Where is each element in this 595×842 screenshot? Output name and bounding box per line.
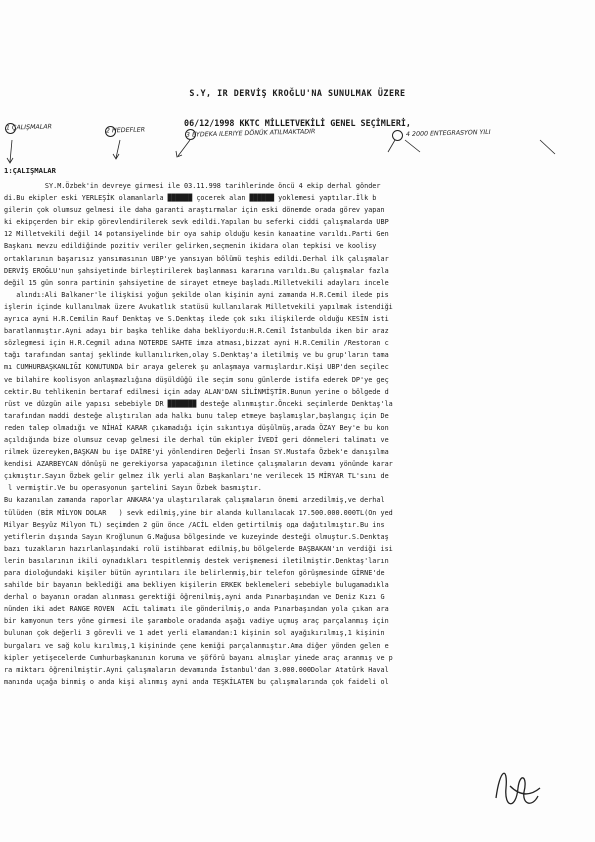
document-subtitle: 06/12/1998 KKTC MİLLETVEKİLİ GENEL SEÇİMLERİ, — [184, 118, 411, 128]
body-line: nünden iki adet RANGE ROVEN ACİL talimatı ile gönderilmiş,o anda Pınarbaşından yola çıkan ara — [4, 605, 389, 614]
body-line: Milyar Beşyüz Milyon TL) seçimden 2 gün önce /ACİL elden getirtilmiş ода dağıtılmıştır.Bu ins — [4, 520, 385, 529]
body-line: çıkmıştır.Sayın Özbek gelir gelmez ilk yerli alan Başkanları'ne verilecek 15 MİRYAR TL'sını de — [4, 472, 389, 481]
body-line: lerin basılarının ikili oynadıkları tespitlenmiş destek verişmemesi iletilmiştir.Denktaş'ların — [4, 556, 389, 565]
body-line: bir kamyonun ters yöne girmesi ile şarambole oradanda aşağı vadiye uçmuş araç parçalanmış için — [4, 617, 389, 626]
body-line: ortaklarının başarısız yansımasının UBP'ye yansıyan bölümü teşhis edildi.Derhal ilk çalışmalar — [4, 254, 389, 263]
body-line: değil 15 gün sonra partinin şahsiyetine de sirayet etmeye başladı.Milletvekili adayları incele — [4, 278, 389, 287]
document-body — [4, 180, 595, 688]
body-line: para dioloğundaki kişiler bütün ayrıntıları ile belirlenmiş,bir telefon görüşmesinde GİRNE'de — [4, 569, 385, 577]
body-line: yetiflerin dışında Sayın Kroğlunun G.Mağusa bölgesinde ve kuzeyinde desteği olmuştur.S.Denktaş — [4, 532, 389, 541]
body-line: Bu kazanılan zamanda raporlar ANKARA'ya ulaştırılarak çalışmaların önemi arzedilmiş,ve derhal — [4, 496, 385, 505]
body-line: SY.M.Özbek'in devreye girmesi ile 03.11.998 tarihlerinde öncü 4 ekip derhal gönder — [4, 182, 381, 190]
body-line: baratlanmıştır.Ayni adayı bir başka tehlike daha bekliyordu:H.R.Cemil İstanbulda iken bir araz — [4, 327, 389, 336]
body-line: ayrıca ayni H.R.Cemilin Rauf Denktaş ve S.Denktaş ilede çok sıkı ilişkilerde olduğu KESİN isti — [4, 315, 389, 324]
body-line: alındı:Ali Balkaner'le ilişkisi yoğun şekilde olan kişinin ayni zamanda H.R.Cemil ilede pis — [4, 290, 389, 299]
body-line: l vermiştir.Ve bu operasyonun şartelini Sayın Özbek basmıştır. — [4, 484, 262, 493]
body-line: tarafından maddi desteğe alıştırılan ada halkı bunu talep etmeye başlamışlar,başlangıç için De — [4, 411, 389, 420]
body-line: gilerin çok olumsuz gelmesi ile daha garanti araştırmalar için eski dönemde orada görev yapan — [4, 206, 385, 215]
handwritten-note-1: 1 ÇALIŞMALAR — [5, 123, 53, 132]
body-line: kendisi AZARBEYCAN dönüşü ne gerekiyorsa yapacağının iletince çalışmaların devamı yönünde karar — [4, 460, 393, 469]
body-line: tülüden (BİR MİLYON DOLAR ) sevk edilmiş,yine bir alanda kullanılacak 17.500.000.000TL(On yed — [4, 508, 393, 517]
body-line: ra miktarı öğrenilmiştir.Ayni çalışmaların devamında İstanbul'dan 3.000.000Dolar Atatürk Haval — [4, 665, 389, 674]
body-line: sahilde bir bayanın beklediği ama bekliyen kişilerin ERKEK beklemeleri sebebiyle bulugamadıkla — [4, 581, 389, 590]
body-line: mı CUMHURBAŞKANLIĞI KONUTUNDA bir araya gelerek şu anlaşmaya varmışlardır.Kişi UBP'den seçilec — [4, 363, 389, 372]
handwritten-note-2: 2 HEDEFLER — [105, 126, 146, 135]
document-title: S.Y, IR DERVİŞ KROĞLU'NA SUNULMAK ÜZERE — [189, 88, 406, 98]
body-line: bazı tuzakların hazırlanlaşındaki rolü istihbarat edilmiş,bu bölgelerde BAŞBAKAN'ın verdiği isi — [4, 544, 393, 553]
body-line: burgaları ve sağ kolu kırılmış,1 kişininde çene kemiği parçalanmıştır.Ama diğer yönden gelen e — [4, 641, 389, 650]
body-line: ve bilahire koolisyon anlaşmazlığına düşüldüğü ile seçim sonu günlerde istifa ederek DP'ye geç — [4, 375, 389, 384]
handwritten-arrows — [0, 138, 595, 168]
body-line: açıldığında bize olumsuz cevap gelmesi ile derhal tüm ekipler İVEDİ geri dönmeleri talimatı ve — [4, 435, 389, 444]
body-line: tağı tarafından santaj şeklinde kullanılırken,olay S.Denktaş'a iletilmiş ve bu grup'ların tama — [4, 351, 389, 360]
signature — [488, 758, 548, 818]
body-line: manında uçağa binmiş o anda kişi alınmış ayni anda TEŞKİLATEN bu çalışmalarında çok faideli ol — [4, 677, 389, 686]
body-line: bulunan çok değerli 3 görevli ve 1 adet yerli elamandan:1 kişinin sol ayağıkırılmış,1 kişinin — [4, 629, 385, 638]
handwritten-note-3: 3 EYDEKA ILERIYE DÖNÜK ATILMAKTADIR — [185, 128, 316, 139]
handwritten-note-4: 4 2000 ENTEGRASYON YILI — [405, 128, 491, 139]
body-line: rilmek üzereyken,BAŞKAN bu işe DAİRE'yi yönlendiren Değerli İnsan SY.Mustafa Özbek'e danışılma — [4, 448, 389, 457]
body-line: 12 Milletvekili değil 14 potansiyelinde bir oya sahip olduğu kesin kanaatine varıldı.Parti Gen — [4, 230, 389, 239]
body-line: kipler yetişecelerde Cumhurbaşkanının koruma ve şöförü bayanı almışlar yinede araç aranmış ve p — [4, 653, 393, 662]
body-line: rüst ve düzgün aile yapısı sebebiyle DR ███████ desteğe alınmıştır.Önceki seçimlerde Denktaş'la — [4, 399, 393, 408]
body-line: derhal o bayanın oradan alınması gerektiği öğrenilmiş,ayni anda Pınarbaşından ve Deniz Kızı G — [4, 593, 385, 602]
body-line: reden talep olmadığı ve NİHAİ KARAR çıkamadığı için sıkıntıya düşülmüş,arada ÖZAY Bey'e bu kon — [4, 423, 389, 432]
body-line: DERVİŞ EROĞLU'nun şahsiyetinde birleştirilerek başlanması kararına varıldı.Bu çalışmalar fazla — [4, 266, 389, 275]
body-line: Başkanı mevzu edildiğinde pozitiv veriler gelirken,seçmenin ikidara olan tepkisi ve koolisy — [4, 242, 377, 251]
body-line: di.Bu ekipler eski YERLEŞİK olamanlarla ██████ çocerek alan ██████ yoklemesi yaptılar.İlk b — [4, 194, 377, 203]
body-line: ki ekipçerden bir ekip görevlendirilerek sevk edildi.Yapılan bu seferki ciddi çalışmalarda UBP — [4, 218, 389, 227]
body-line: sözlegmesi için H.R.Cegmil adına NOTERDE SAHTE imza atması,bizzat ayni H.R.Cemilin /Restoran c — [4, 339, 389, 348]
body-line: cektir.Bu tehlikenin bertaraf edilmesi için aday ALAN'DAN SİLİNMİŞTİR.Bunun yerine o bölgede d — [4, 387, 389, 396]
body-line: işlerin içinde kullanılmak üzere Avukatlık statüsü kullanılarak Milletvekili yapılmak istendiği — [4, 302, 393, 311]
section-heading: 1:ÇALIŞMALAR — [4, 166, 56, 175]
